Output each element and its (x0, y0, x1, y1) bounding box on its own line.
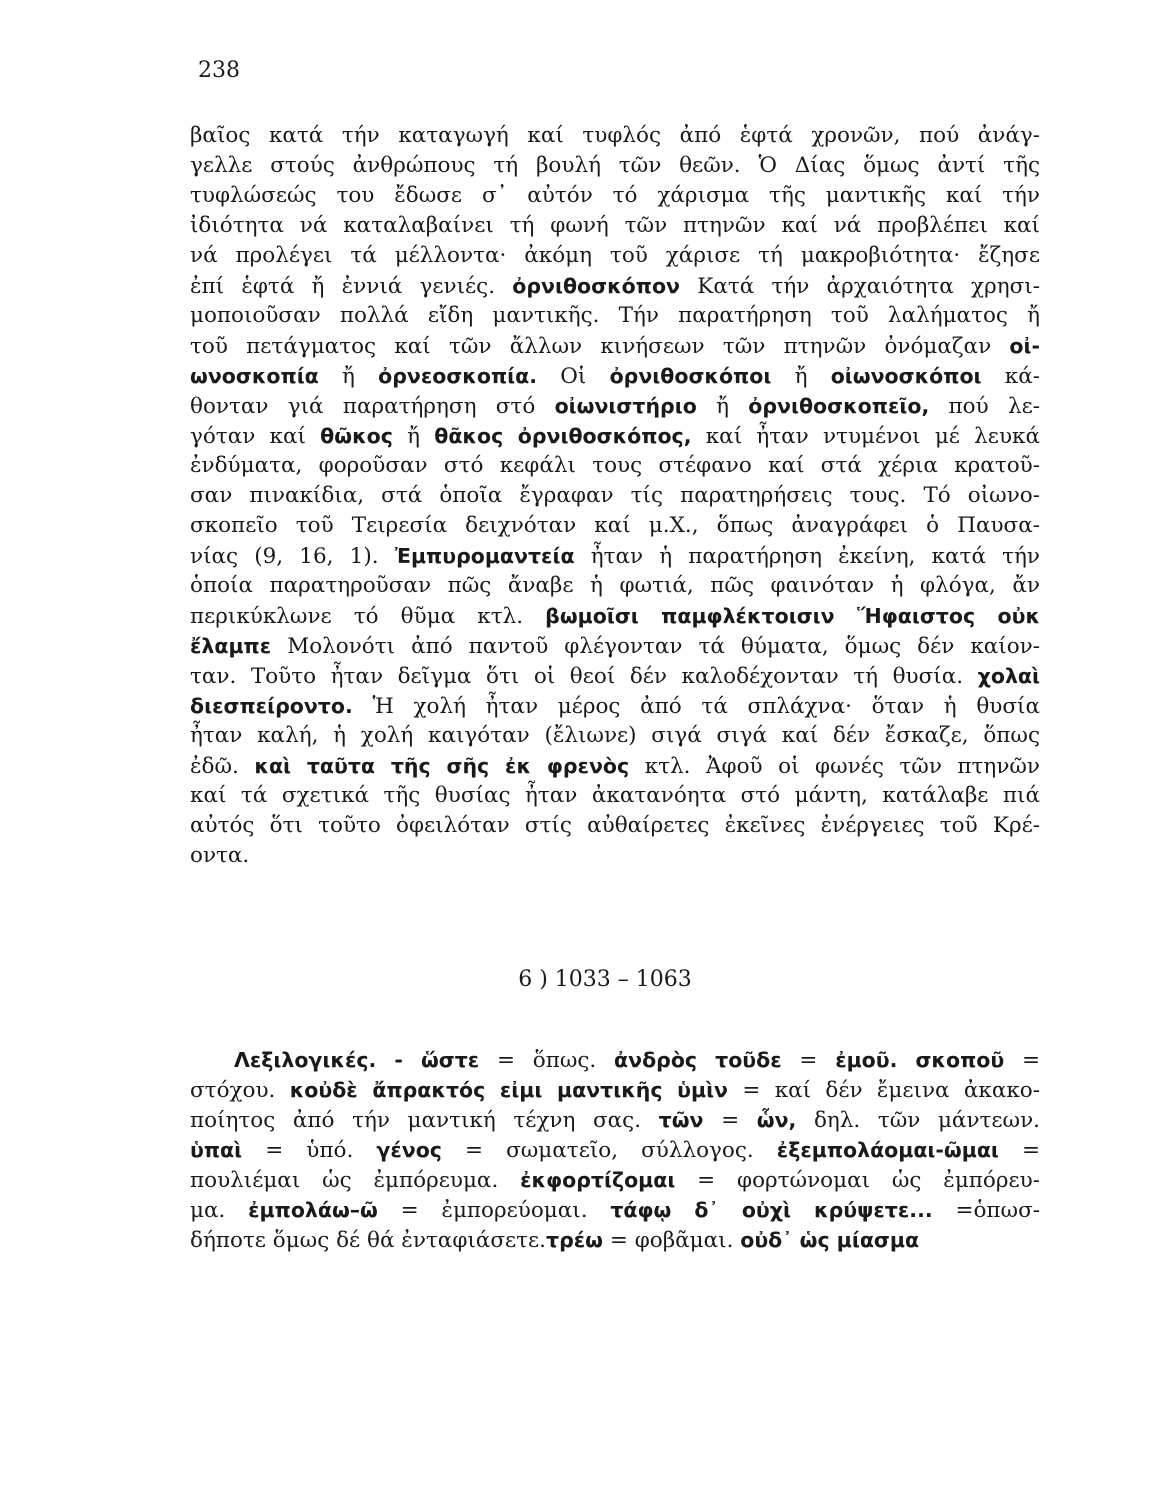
text-run: ταν. Τοῦτο ἦταν δεῖγμα ὅτι οἱ θεοί δέν καλοδέχονταν τή θυσία. (190, 664, 978, 689)
text-line (190, 241, 1040, 271)
text-line (190, 601, 1040, 631)
lemma: ὀρνιθοσκοπεῖο, (748, 394, 930, 418)
text-run: πουλιέμαι ὡς ἐμπόρευμα. (190, 1168, 521, 1193)
text-line (190, 1165, 1040, 1195)
lemma: ἐμοῦ. σκοποῦ (835, 1048, 1005, 1072)
text-line (190, 151, 1040, 181)
text-line (190, 541, 1040, 571)
text-run: ἤ (392, 424, 435, 449)
text-run: Μολονότι ἀπό παντοῦ φλέγονταν τά θύματα, ὅμως δέν καίον- (271, 634, 1040, 659)
text-line (190, 1135, 1040, 1165)
vocabulary-paragraph (190, 1045, 1040, 1255)
text-line (190, 631, 1040, 661)
text-line (190, 1075, 1040, 1105)
text-run: = καί δέν ἔμεινα ἀκακο- (728, 1078, 1040, 1103)
text-line (190, 421, 1040, 451)
text-run: = (781, 1048, 836, 1073)
lemma: ἐκφορτίζομαι (520, 1168, 676, 1192)
text-run: = (1004, 1048, 1041, 1073)
text-run: γελλε στούς ἀνθρώπους τή βουλή τῶν θεῶν. Ὁ Δίας ὅμως ἀντί τῆς (190, 153, 1040, 178)
spacer (190, 995, 1040, 1045)
lemma: οἰωνοσκόποι (830, 364, 982, 388)
text-run: ἤ (318, 364, 379, 389)
text-run: δηλ. τῶν μάντεων. (796, 1108, 1040, 1133)
text-line (190, 391, 1040, 421)
lemma: θᾶκος ὀρνιθοσκόπος, (434, 424, 692, 448)
lemma: καὶ ταῦτα τῆς σῆς ἐκ φρενὸς (254, 754, 630, 778)
text-run: μοποιοῦσαν πολλά εἴδη μαντικῆς. Τήν παρατήρηση τοῦ λαλήματος ἤ (190, 303, 1040, 328)
text-run: ποίητος ἀπό τήν μαντική τέχνη σας. (190, 1108, 659, 1133)
text-run: = (703, 1108, 757, 1133)
lemma: Ἐμπυρομαντεία (394, 544, 575, 568)
text-run: Ἡ χολή ἦταν μέρος ἀπό τά σπλάχνα· ὅταν ἡ θυσία (352, 694, 1040, 719)
lemma: ὧν, (756, 1108, 797, 1132)
text-run: πού λε- (929, 394, 1040, 419)
lemma: ωνοσκοπία (190, 364, 319, 388)
lemma: ὀρνιθοσκόπον (512, 274, 681, 298)
text-line (190, 361, 1040, 391)
text-line (190, 511, 1040, 541)
text-run: ἤ (771, 364, 831, 389)
text-run: ἤ (696, 394, 749, 419)
text-run: = ὅπως. (479, 1048, 615, 1073)
text-run: =ὁπωσ- (932, 1198, 1041, 1223)
text-run: = σωματεῖο, σύλλογος. (441, 1138, 777, 1163)
lemma: ὀρνιθοσκόποι (609, 364, 772, 388)
text-run: ἦταν καλή, ἡ χολή καιγόταν (ἔλιωνε) σιγά σιγά καί δέν ἔσκαζε, ὅπως (190, 723, 1040, 748)
text-line (190, 1045, 1040, 1075)
text-line (190, 721, 1040, 751)
text-run: κά- (981, 364, 1040, 389)
text-line (190, 181, 1040, 211)
text-line (190, 841, 1040, 871)
text-line (190, 211, 1040, 241)
lemma: οἰωνιστήριο (554, 394, 697, 418)
text-run: ἐνδύματα, φοροῦσαν στό κεφάλι τους στέφανο καί στά χέρια κρατοῦ- (190, 453, 1040, 478)
section-heading: 6 ) 1033 – 1063 (518, 967, 692, 992)
text-run: νά προλέγει τά μέλλοντα· ἀκόμη τοῦ χάρισε τή μακροβιότητα· ἔζησε (190, 243, 1040, 268)
text-line (190, 691, 1040, 721)
text-run: στόχου. (190, 1078, 290, 1103)
text-run: γόταν καί (190, 424, 321, 449)
text-line (190, 661, 1040, 691)
text-run: οντα. (190, 843, 250, 868)
lemma: τῶν (658, 1108, 704, 1132)
text-line (190, 811, 1040, 841)
lemma: βωμοῖσι παμφλέκτοισιν Ἥφαιστος οὐκ (545, 604, 1041, 628)
text-run: = ὑπό. (242, 1138, 377, 1163)
text-run: δήποτε ὅμως δέ θά ἐνταφιάσετε. (190, 1228, 547, 1253)
text-run: καί τά σχετικά τῆς θυσίας ἦταν ἀκατανόητα στό μάντη, κατάλαβε πιά (190, 783, 1040, 808)
lemma: ἐμπολάω–ῶ (248, 1198, 378, 1222)
lemma: ἀνδρὸς τοῦδε (614, 1048, 782, 1072)
text-run: = φοβᾶμαι. (603, 1228, 741, 1253)
text-line (190, 1225, 1040, 1255)
text-run: Κατά τήν ἀρχαιότητα χρησι- (680, 274, 1040, 299)
text-line (190, 571, 1040, 601)
commentary-paragraph (190, 121, 1040, 871)
text-run: τυφλώσεώς του ἔδωσε σ᾽ αὐτόν τό χάρισμα τῆς μαντικῆς καί τήν (190, 183, 1040, 208)
lemma: τρέω (546, 1228, 604, 1252)
text-line (190, 1105, 1040, 1135)
lemma: ὑπαὶ (190, 1138, 243, 1162)
lemma: γένος (376, 1138, 442, 1162)
text-line (190, 331, 1040, 361)
text-run: ἐπί ἑφτά ἤ ἐννιά γενιές. (190, 274, 513, 299)
lemma: διεσπείροντο. (190, 694, 353, 718)
text-line (190, 781, 1040, 811)
text-line (190, 451, 1040, 481)
text-run: ὁποία παρατηροῦσαν πῶς ἄναβε ἡ φωτιά, πῶς φαινόταν ἡ φλόγα, ἄν (190, 573, 1040, 598)
commentary-text (190, 121, 1040, 1255)
spacer (190, 871, 1040, 965)
lemma: οὐδ᾽ ὡς μίασμα (740, 1228, 920, 1252)
text-line (190, 301, 1040, 331)
text-run: = (998, 1138, 1040, 1163)
lemma: ἔλαμπε (190, 634, 272, 658)
text-run: σκοπεῖο τοῦ Τειρεσία δειχνόταν καί μ.Χ., ὅπως ἀναγράφει ὁ Παυσα- (190, 513, 1040, 538)
lemma: θῶκος (320, 424, 393, 448)
lemma: χολαὶ (977, 664, 1040, 688)
text-line (190, 121, 1040, 151)
text-run: θονταν γιά παρατήρηση στό (190, 394, 555, 419)
lemma: τάφῳ δ᾽ οὐχὶ κρύψετε... (610, 1198, 933, 1222)
text-run: αὐτός ὅτι τοῦτο ὀφειλόταν στίς αὐθαίρετες ἐκεῖνες ἐνέργειες τοῦ Κρέ- (190, 813, 1040, 838)
text-run: ἰδιότητα νά καταλαβαίνει τή φωνή τῶν πτηνῶν καί νά προβλέπει καί (190, 213, 1040, 238)
page-number: 238 (198, 58, 240, 83)
text-run: σαν πινακίδια, στά ὁποῖα ἔγραφαν τίς παρατηρήσεις τους. Τό οἰωνο- (190, 483, 1040, 508)
text-run: ἦταν ἡ παρατήρηση ἐκείνη, κατά τήν (574, 544, 1040, 569)
lemma: ἐξεμπολάομαι-ῶμαι (776, 1138, 999, 1162)
text-line (190, 271, 1040, 301)
lemma: Λεξιλογικές. - ὥστε (234, 1048, 480, 1072)
text-run: κτλ. Ἀφοῦ οἱ φωνές τῶν πτηνῶν (629, 754, 1040, 779)
text-line (190, 1195, 1040, 1225)
text-run: νίας (9, 16, 1). (190, 544, 395, 569)
lemma: κοὐδὲ ἄπρακτός εἰμι μαντικῆς ὑμὶν (289, 1078, 729, 1102)
text-run: = ἐμπορεύομαι. (377, 1198, 611, 1223)
text-run: τοῦ πετάγματος καί τῶν ἄλλων κινήσεων τῶν πτηνῶν ὀνόμαζαν (190, 334, 1010, 359)
text-line (190, 751, 1040, 781)
text-run: καί ἦταν ντυμένοι μέ λευκά (691, 424, 1040, 449)
text-run: μα. (190, 1198, 249, 1223)
text-run: Οἱ (537, 364, 610, 389)
lemma: ὀρνεοσκοπία. (378, 364, 538, 388)
text-run: ἐδῶ. (190, 754, 255, 779)
text-run: βαῖος κατά τήν καταγωγή καί τυφλός ἀπό ἑφτά χρονῶν, πού ἀνάγ- (190, 123, 1040, 148)
text-run: = φορτώνομαι ὡς ἐμπόρευ- (675, 1168, 1040, 1193)
lemma: οἰ- (1009, 334, 1040, 358)
text-line (190, 481, 1040, 511)
text-run: περικύκλωνε τό θῦμα κτλ. (190, 604, 546, 629)
